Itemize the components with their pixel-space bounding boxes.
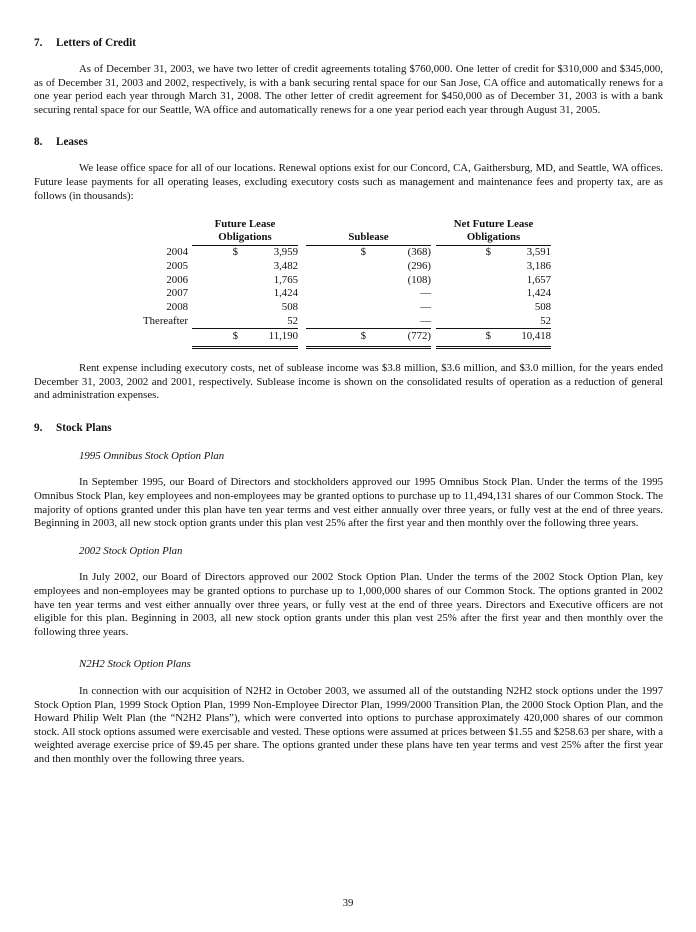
column-header-sublease: Sublease xyxy=(306,218,431,246)
dollar-sign-cell xyxy=(436,287,491,301)
table-header-row xyxy=(140,218,551,246)
section-9-heading xyxy=(34,421,663,435)
year-cell: Thereafter xyxy=(143,315,188,328)
amount-cell: — xyxy=(420,287,432,300)
dollar-sign-cell: $ xyxy=(306,329,366,348)
section-8-title: Leases xyxy=(56,136,88,149)
dollar-sign-cell xyxy=(192,301,238,315)
year-cell: 2007 xyxy=(166,287,188,300)
dollar-sign-cell: $ xyxy=(436,329,491,348)
year-cell: 2006 xyxy=(166,273,188,286)
section-9-number: 9. xyxy=(34,421,43,434)
amount-cell: — xyxy=(366,315,431,329)
year-cell: 2005 xyxy=(166,259,188,272)
amount-cell: 508 xyxy=(281,300,298,313)
plan-2002-paragraph: In July 2002, our Board of Directors approved our 2002 Stock Option Plan. Under the terms of the 2002 Stock Option Plan, key employees and non-employees may be granted options to purchase up to 1,000,000 shares of our Common Stock. The options granted in 2002 have ten year terms and vest either annually over three years, or fully vest at the end of three years. Directors and Executive officers are not eligible for this plan. Beginning in 2003, all new stock option grants under this plan vest 25% after the first year and then monthly over the following three years. xyxy=(34,571,663,638)
dollar-sign-cell xyxy=(306,301,366,315)
dollar-sign-cell xyxy=(306,315,366,329)
amount-cell: 1,765 xyxy=(273,273,298,286)
amount-cell: 3,482 xyxy=(273,259,298,272)
amount-cell: (368) xyxy=(407,246,432,259)
page-number: 39 xyxy=(342,897,354,909)
total-amount-cell: 11,190 xyxy=(238,329,298,348)
section-8-number: 8. xyxy=(34,136,43,149)
dollar-sign-cell xyxy=(436,301,491,315)
amount-cell: 3,959 xyxy=(273,246,298,259)
amount-cell: 52 xyxy=(238,315,298,329)
plan-n2h2-paragraph: In connection with our acquisition of N2H2 in October 2003, we assumed all of the outstanding N2H2 stock options under the 1997 Stock Option Plan, 1999 Stock Option Plan, 1999 Non-Employee Director Plan, 1999/2000 Transition Plan, the 2000 Stock Option Plan, and the Howard Philip Welt Plan (the “N2H2 Plans”), which were converted into options to purchase approximately 420,000 shares of our common stock. All stock options assumed were exercisable and vested. These options were assumed at prices between $1.55 and $258.63 per share, with a weighted average exercise price of $9.45 per share. The options granted under these plans have ten year terms and vest 25% after the first year and then monthly over the following three years. xyxy=(34,684,663,765)
dollar-sign-cell xyxy=(306,287,366,301)
amount-cell: 3,591 xyxy=(526,246,552,259)
amount-cell: 508 xyxy=(534,300,552,313)
dollar-sign-cell: $ xyxy=(360,246,366,259)
dollar-sign-cell xyxy=(306,260,366,274)
total-amount-cell: 10,418 xyxy=(491,329,551,348)
amount-cell: 1,424 xyxy=(273,287,298,300)
dollar-sign-cell xyxy=(436,315,491,329)
table-row xyxy=(140,246,551,260)
table-total-row xyxy=(140,329,551,348)
year-cell: 2008 xyxy=(166,300,188,313)
dollar-sign-cell xyxy=(192,260,238,274)
year-cell: 2004 xyxy=(166,246,188,259)
dollar-sign-cell xyxy=(192,287,238,301)
dollar-sign-cell: $ xyxy=(192,329,238,348)
total-amount-cell: (772) xyxy=(366,329,431,348)
dollar-sign-cell xyxy=(192,315,238,329)
dollar-sign-cell: $ xyxy=(232,246,238,259)
table-row-thereafter xyxy=(140,315,551,329)
section-8-heading xyxy=(34,135,663,149)
section-7-number: 7. xyxy=(34,37,43,49)
dollar-sign-cell xyxy=(436,274,491,288)
dollar-sign-cell xyxy=(192,274,238,288)
plan-1995-paragraph: In September 1995, our Board of Directors and stockholders approved our 1995 Omnibus Stock Plan. Under the terms of the 1995 Omnibus Stock Plan, key employees and non-employees may be granted options to purchase up to 11,494,131 shares of our Common Stock. The majority of options granted under this plan have ten year terms and vest either annually over three years, or fully vest at the end of three years. Beginning in 2003, all new stock option grants under this plan vest 25% after the first year and then monthly over the following three years. xyxy=(34,476,663,530)
dollar-sign-cell xyxy=(436,260,491,274)
section-7-heading xyxy=(34,36,663,50)
section-9-title: Stock Plans xyxy=(56,421,112,434)
amount-cell: (108) xyxy=(407,273,432,286)
dollar-sign-cell: $ xyxy=(485,246,492,259)
table-row xyxy=(140,274,551,288)
amount-cell: 3,186 xyxy=(526,259,552,272)
table-row xyxy=(140,301,551,315)
subheading-1995-omnibus-plan: 1995 Omnibus Stock Option Plan xyxy=(79,449,225,462)
rent-expense-paragraph: Rent expense including executory costs, net of sublease income was $3.8 million, $3.6 million, and $3.0 million, for the years ended December 31, 2003, 2002 and 2001, respectively. Sublease income is shown on the consolidated results of operation as a reduction of general and administration expenses. xyxy=(34,362,663,402)
subheading-n2h2-plans: N2H2 Stock Option Plans xyxy=(79,658,191,671)
leases-paragraph: We lease office space for all of our locations. Renewal options exist for our Concord, CA, Gaithersburg, MD, and Seattle, WA offices. Future lease payments for all operating leases, excluding executory costs such as management and maintenance fees and property tax, are as follows (in thousands): xyxy=(34,162,663,202)
future-lease-obligations-table xyxy=(140,218,551,349)
section-7-title: Letters of Credit xyxy=(56,37,136,49)
table-row xyxy=(140,287,551,301)
column-header-net-future-lease-obligations: Net Future Lease Obligations xyxy=(436,218,551,246)
amount-cell: (296) xyxy=(407,259,432,272)
dollar-sign-cell xyxy=(306,274,366,288)
amount-cell: 1,424 xyxy=(526,287,552,300)
amount-cell: 52 xyxy=(491,315,551,329)
amount-cell: 1,657 xyxy=(526,273,552,286)
letters-of-credit-paragraph: As of December 31, 2003, we have two letter of credit agreements totaling $760,000. One letter of credit for $310,000 and $345,000, as of December 31, 2003 and 2002, respectively, is with a bank securing rental space for our San Jose, CA office and automatically renews for a one year period each year through March 31, 2008. The other letter of credit agreement for $450,000 as of December 31, 2003 is with a bank securing rental space for our Seattle, WA office and automatically renews for a one year period each year through August 31, 2005. xyxy=(34,63,663,116)
column-header-future-lease-obligations: Future Lease Obligations xyxy=(192,218,298,246)
subheading-2002-plan: 2002 Stock Option Plan xyxy=(79,544,183,557)
amount-cell: — xyxy=(420,300,432,313)
table-row xyxy=(140,260,551,274)
